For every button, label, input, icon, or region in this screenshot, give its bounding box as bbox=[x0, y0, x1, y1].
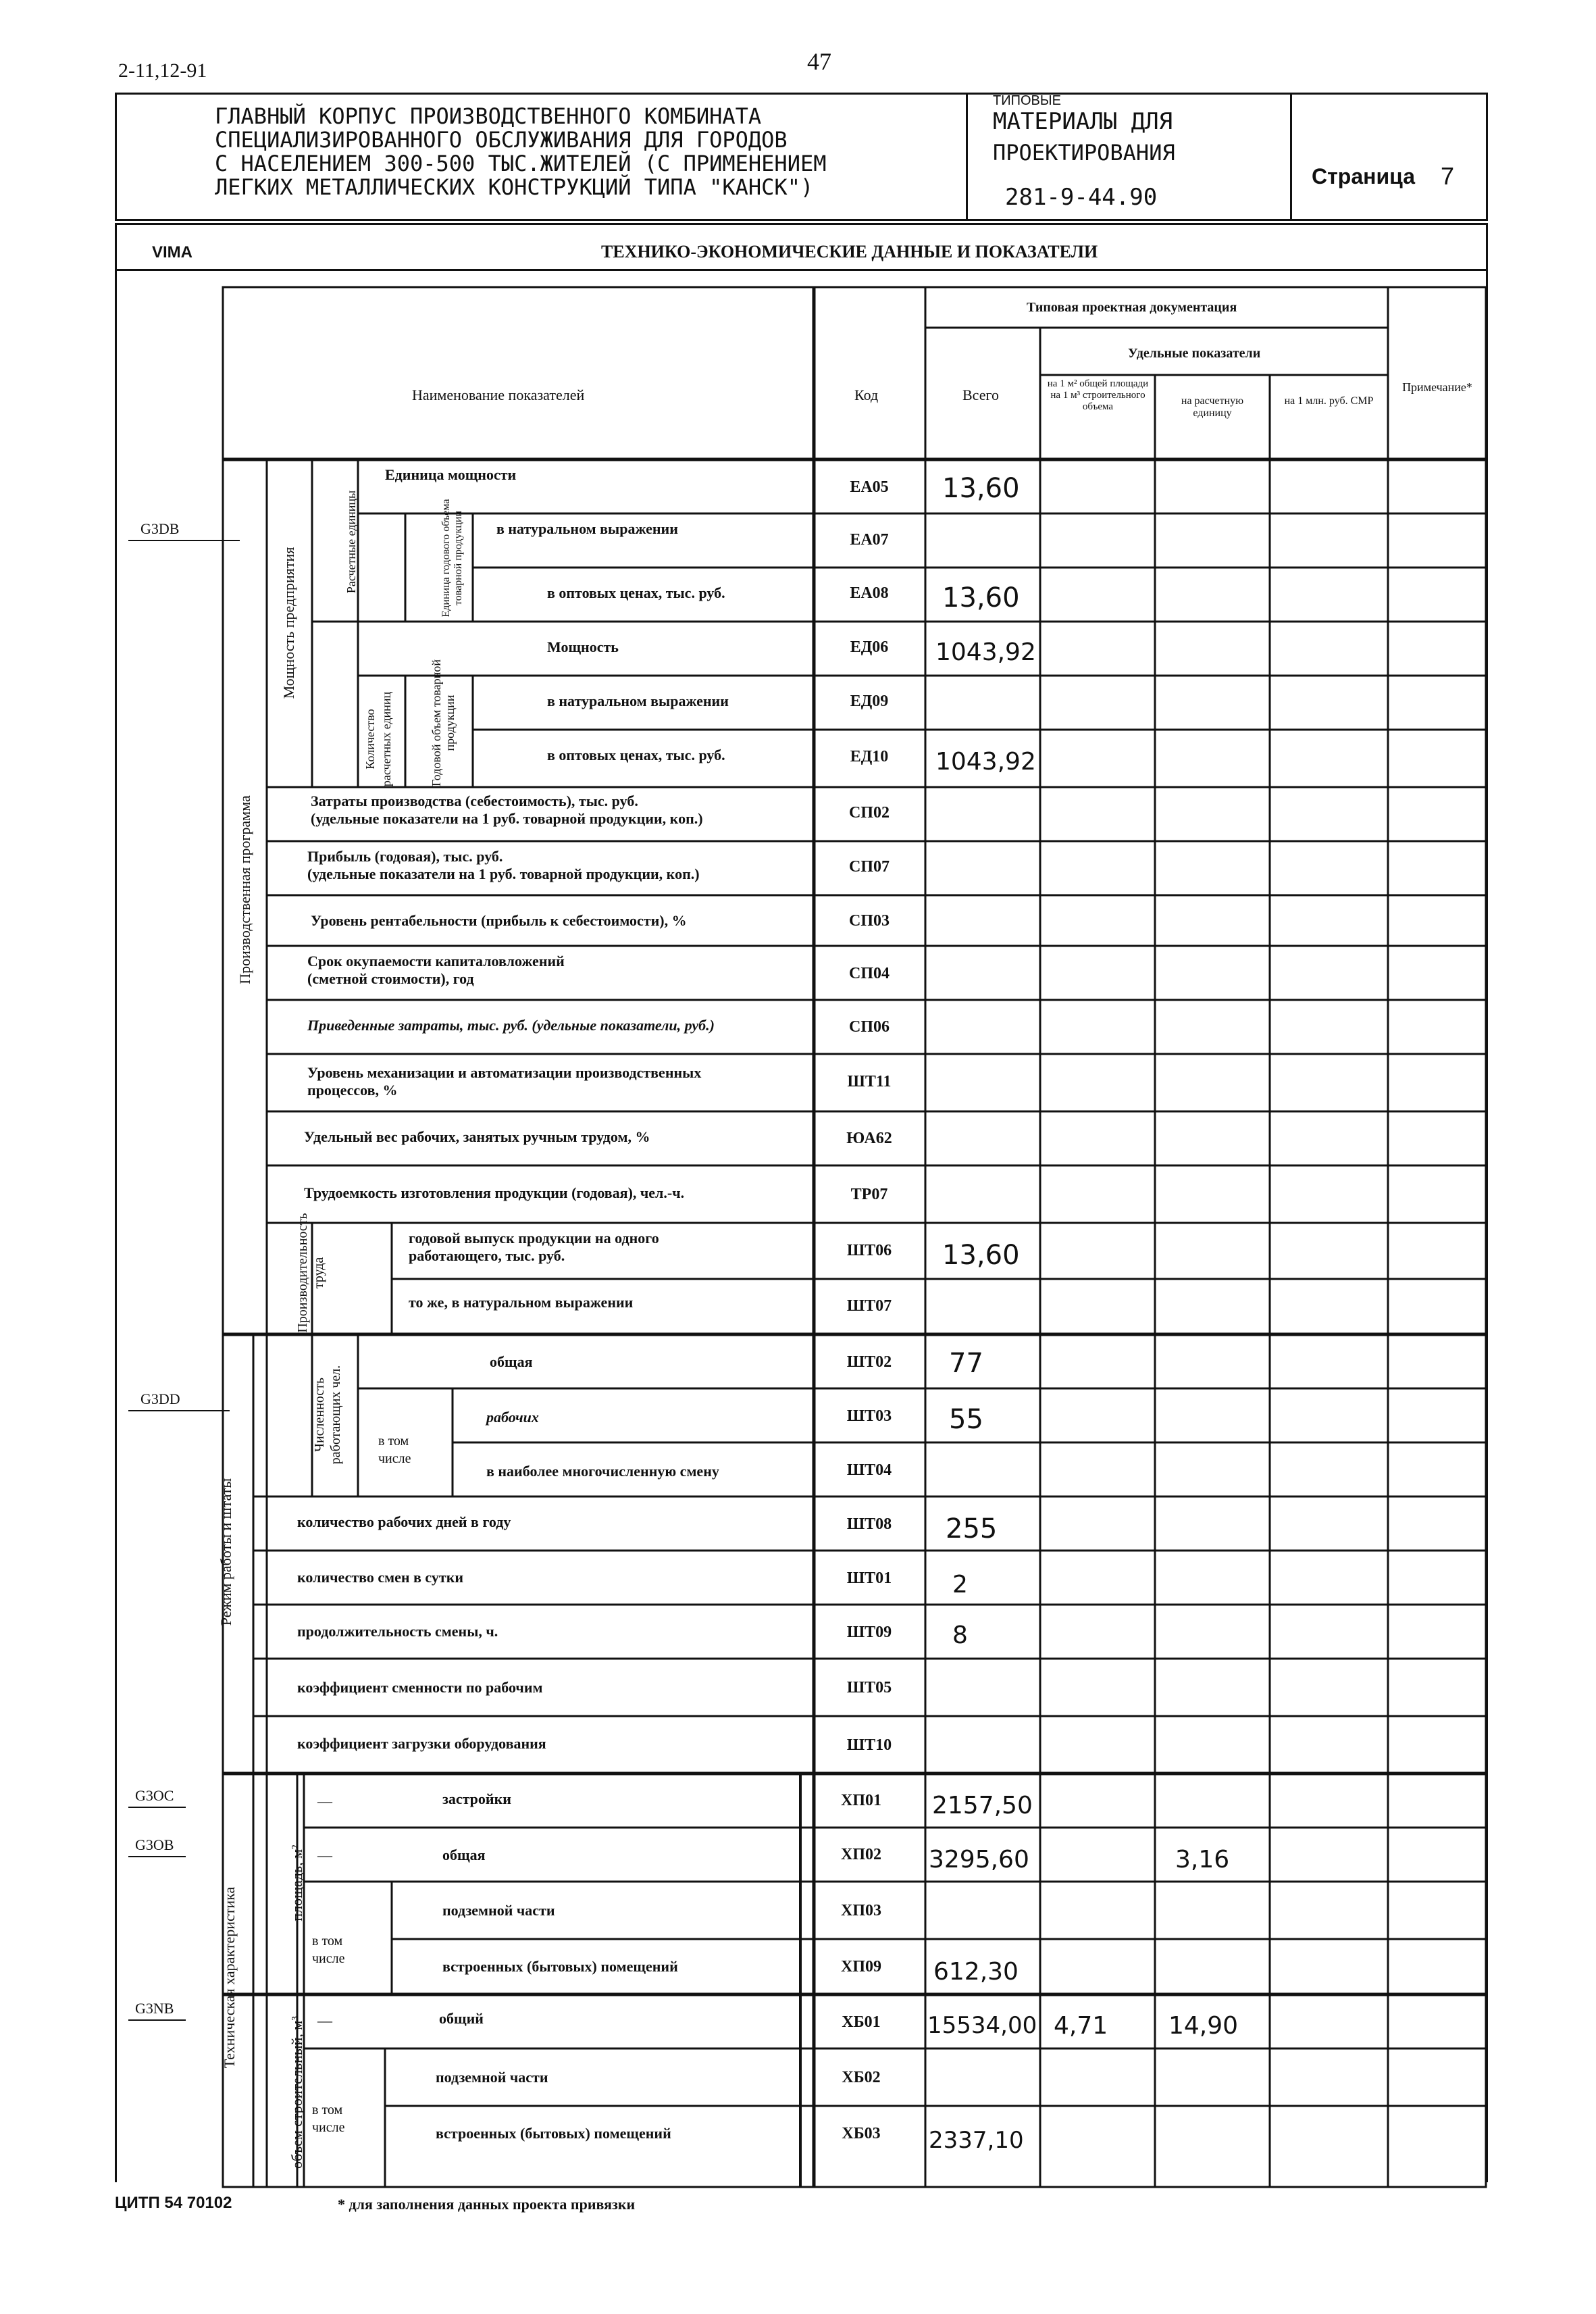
row-label-line: Срок окупаемости капиталовложений bbox=[307, 953, 565, 970]
group-capacity: Мощность предприятия bbox=[280, 547, 297, 699]
footer-code: ЦИТП 54 70102 bbox=[115, 2194, 232, 2212]
title-line: СПЕЦИАЛИЗИРОВАННОГО ОБСЛУЖИВАНИЯ ДЛЯ ГОРОДОВ bbox=[215, 127, 788, 153]
row-code: СП07 bbox=[849, 858, 890, 876]
row-label: количество рабочих дней в году bbox=[297, 1513, 511, 1530]
section-code: VIMA bbox=[152, 243, 192, 261]
row-label: подземной части bbox=[442, 1902, 555, 1919]
row-code: ШТ09 bbox=[846, 1624, 892, 1641]
row-label-line: Уровень механизации и автоматизации производственных bbox=[307, 1064, 702, 1081]
value-per-unit: 14,90 bbox=[1168, 2012, 1239, 2040]
row-code: ЕД06 bbox=[850, 638, 889, 656]
typical-doc-header: Типовая проектная документация bbox=[1027, 300, 1237, 315]
value-per-unit: 3,16 bbox=[1175, 1846, 1230, 1873]
side-code-g3nb: G3NB bbox=[135, 2000, 174, 2017]
side-code-g3dd: G3DD bbox=[140, 1390, 180, 1407]
dash-marker: — bbox=[317, 1792, 332, 1809]
row-code: ЕА07 bbox=[850, 531, 889, 549]
row-label: то же, в натуральном выражении bbox=[409, 1294, 634, 1311]
row-label bbox=[307, 848, 700, 883]
row-label: Трудоемкость изготовления продукции (годовая), чел.-ч. bbox=[304, 1184, 685, 1201]
row-label: коэффициент загрузки оборудования bbox=[297, 1735, 546, 1752]
row-label: коэффициент сменности по рабочим bbox=[297, 1679, 543, 1696]
title-line: С НАСЕЛЕНИЕМ 300-500 ТЫС.ЖИТЕЛЕЙ (С ПРИМЕНЕНИЕМ bbox=[215, 151, 827, 176]
group-work-mode: Режим работы и штаты bbox=[217, 1478, 234, 1626]
row-code: ХП03 bbox=[841, 1902, 881, 1919]
row-label: Единица мощности bbox=[385, 466, 517, 483]
dash-marker: — bbox=[317, 2012, 332, 2029]
row-label bbox=[311, 793, 703, 828]
footer-note: * для заполнения данных проекта привязки bbox=[338, 2196, 636, 2213]
group-staff-count: Численность работающих чел. bbox=[312, 1365, 343, 1465]
row-label bbox=[409, 1230, 659, 1265]
row-code: ШТ04 bbox=[846, 1461, 892, 1479]
value-total: 255 bbox=[946, 1513, 998, 1544]
group-area: площадь, м² bbox=[288, 1844, 305, 1921]
col-per-mln-header: на 1 млн. руб. СМР bbox=[1284, 395, 1374, 407]
row-label: Уровень рентабельности (прибыль к себестоимости), % bbox=[311, 912, 687, 929]
group-labor-prod: Производительность труда bbox=[295, 1213, 326, 1333]
page-number: 47 bbox=[807, 48, 831, 75]
row-code: ШТ03 bbox=[846, 1407, 892, 1425]
row-label bbox=[307, 1064, 701, 1099]
specific-header: Удельные показатели bbox=[1128, 346, 1261, 361]
row-code: СП06 bbox=[849, 1018, 890, 1036]
row-code: ШТ06 bbox=[846, 1242, 892, 1259]
row-code: ЕА08 bbox=[850, 584, 889, 602]
value-total: 55 bbox=[949, 1404, 983, 1435]
row-label: продолжительность смены, ч. bbox=[297, 1623, 498, 1640]
row-label: застройки bbox=[442, 1790, 511, 1807]
row-code: ШТ08 bbox=[846, 1515, 892, 1533]
row-label: общий bbox=[439, 2010, 484, 2027]
value-total: 13,60 bbox=[942, 1240, 1020, 1271]
value-total: 3295,60 bbox=[929, 1846, 1029, 1873]
col-per-unit-header: на расчетную единицу bbox=[1181, 395, 1244, 419]
staff-incl-label: в том числе bbox=[378, 1434, 411, 1466]
value-total: 1043,92 bbox=[935, 638, 1036, 666]
row-label: общая bbox=[442, 1846, 486, 1863]
row-code: ШТ11 bbox=[847, 1073, 892, 1090]
row-label: рабочих bbox=[486, 1409, 539, 1426]
title-line: ЛЕГКИХ МЕТАЛЛИЧЕСКИХ КОНСТРУКЦИЙ ТИПА "КАНСК") bbox=[215, 174, 814, 200]
row-code: СП02 bbox=[849, 804, 890, 822]
page-label: Страница bbox=[1312, 164, 1415, 188]
value-total: 2 bbox=[952, 1571, 968, 1599]
row-label: в натуральном выражении bbox=[547, 693, 729, 709]
row-label-line: процессов, % bbox=[307, 1082, 398, 1099]
row-label: подземной части bbox=[436, 2069, 548, 2086]
row-label: количество смен в сутки bbox=[297, 1569, 464, 1586]
group-annual-unit: Единица годового объема товарной продукции bbox=[440, 499, 464, 618]
row-code: ХБ01 bbox=[842, 2013, 881, 2031]
section-title: ТЕХНИКО-ЭКОНОМИЧЕСКИЕ ДАННЫЕ И ПОКАЗАТЕЛИ bbox=[601, 242, 1098, 261]
row-code: ХБ02 bbox=[842, 2069, 881, 2086]
row-label: в наиболее многочисленную смену bbox=[486, 1463, 719, 1480]
col-name-header: Наименование показателей bbox=[412, 386, 585, 403]
row-code: СП04 bbox=[849, 965, 890, 982]
group-tech-char: Техническая характеристика bbox=[221, 1886, 238, 2069]
value-total: 13,60 bbox=[942, 582, 1020, 613]
group-annual-volume: Годовой объем товарной продукции bbox=[430, 659, 457, 787]
row-code: СП03 bbox=[849, 912, 890, 930]
col-code-header: Код bbox=[854, 386, 879, 403]
row-label-line: (сметной стоимости), год bbox=[307, 970, 474, 987]
row-label: в оптовых ценах, тыс. руб. bbox=[547, 584, 725, 601]
row-code: ШТ05 bbox=[846, 1679, 892, 1696]
area-incl-label: в том числе bbox=[312, 1934, 345, 1966]
title-line: ГЛАВНЫЙ КОРПУС ПРОИЗВОДСТВЕННОГО КОМБИНАТА bbox=[215, 103, 762, 129]
side-code-g3ob: G3OB bbox=[135, 1836, 174, 1853]
value-total: 2337,10 bbox=[929, 2127, 1024, 2154]
value-total: 612,30 bbox=[933, 1958, 1019, 1986]
row-code: ХП01 bbox=[841, 1792, 881, 1809]
row-code: ШТ01 bbox=[846, 1569, 892, 1587]
doc-reference: 2-11,12-91 bbox=[118, 59, 207, 82]
row-label-line: Затраты производства (себестоимость), тыс. руб. bbox=[311, 793, 638, 809]
row-label-line: годовой выпуск продукции на одного bbox=[409, 1230, 659, 1247]
group-prod-program: Производственная программа bbox=[236, 795, 253, 984]
typical-label: ТИПОВЫЕ bbox=[993, 93, 1061, 108]
row-code: ТР07 bbox=[850, 1186, 888, 1203]
value-per-m2: 4,71 bbox=[1054, 2012, 1108, 2040]
side-code-g3oc: G3OC bbox=[135, 1787, 174, 1804]
row-label-line: работающего, тыс. руб. bbox=[409, 1247, 565, 1264]
row-label: в натуральном выражении bbox=[496, 520, 678, 537]
design-label: ПРОЕКТИРОВАНИЯ bbox=[993, 140, 1175, 166]
row-code: ЕД10 bbox=[850, 748, 889, 765]
row-code: ШТ10 bbox=[846, 1736, 892, 1754]
row-label-line: (удельные показатели на 1 руб. товарной продукции, коп.) bbox=[307, 865, 700, 882]
value-total: 77 bbox=[949, 1348, 983, 1379]
row-label: Приведенные затраты, тыс. руб. (удельные показатели, руб.) bbox=[307, 1017, 715, 1034]
group-count-units: Количество расчетных единиц bbox=[363, 691, 393, 787]
row-code: ЕД09 bbox=[850, 693, 889, 710]
group-calc-units: Расчетные единицы bbox=[344, 490, 358, 594]
value-total: 1043,92 bbox=[935, 748, 1036, 776]
side-code-g3db: G3DB bbox=[140, 520, 180, 537]
row-label bbox=[307, 953, 565, 988]
row-label-line: (удельные показатели на 1 руб. товарной продукции, коп.) bbox=[311, 810, 703, 827]
row-label: встроенных (бытовых) помещений bbox=[436, 2125, 671, 2142]
series-number: 281-9-44.90 bbox=[1005, 184, 1158, 211]
volume-incl-label: в том числе bbox=[312, 2103, 345, 2135]
row-label: общая bbox=[490, 1353, 533, 1370]
row-code: ХБ03 bbox=[842, 2125, 881, 2142]
row-label-line: Прибыль (годовая), тыс. руб. bbox=[307, 848, 503, 865]
group-volume: объем строительный, м³ bbox=[288, 2016, 305, 2169]
value-total: 8 bbox=[952, 1621, 968, 1649]
materials-label: МАТЕРИАЛЫ ДЛЯ bbox=[993, 108, 1173, 135]
row-code: ХП02 bbox=[841, 1846, 881, 1863]
row-label: Удельный вес рабочих, занятых ручным трудом, % bbox=[304, 1128, 650, 1145]
row-label: в оптовых ценах, тыс. руб. bbox=[547, 747, 725, 763]
page-label-number: 7 bbox=[1441, 162, 1455, 190]
value-total: 2157,50 bbox=[932, 1792, 1033, 1819]
row-code: ШТ07 bbox=[846, 1297, 892, 1315]
value-total: 15534,00 bbox=[927, 2012, 1037, 2039]
row-code: ШТ02 bbox=[846, 1353, 892, 1371]
value-total: 13,60 bbox=[942, 473, 1020, 504]
col-per-m2-header: на 1 м² общей площади на 1 м³ строительного объема bbox=[1047, 378, 1149, 412]
row-label: Мощность bbox=[547, 638, 619, 655]
col-note-header: Примечание* bbox=[1402, 380, 1472, 394]
row-code: ХП09 bbox=[841, 1958, 881, 1976]
dash-marker: — bbox=[317, 1846, 332, 1863]
row-code: ЮА62 bbox=[846, 1130, 892, 1147]
row-code: ЕА05 bbox=[850, 478, 889, 496]
col-total-header: Всего bbox=[962, 386, 999, 403]
row-label: встроенных (бытовых) помещений bbox=[442, 1958, 678, 1975]
